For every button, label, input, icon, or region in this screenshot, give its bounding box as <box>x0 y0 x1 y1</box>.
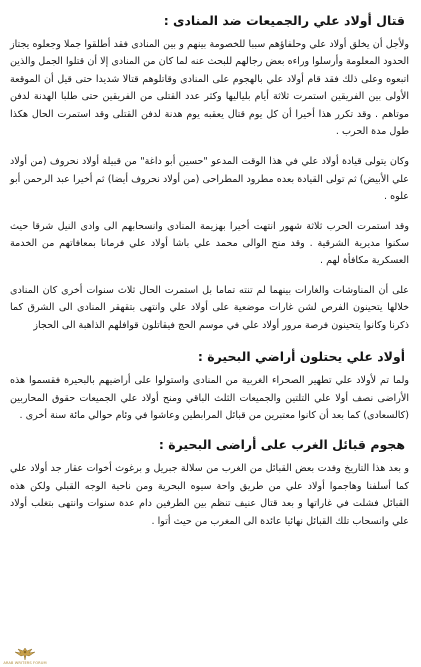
paragraph-1: ولأجل أن يخلق أولاد علي وحلفاؤهم سببا للخصومة بينهم و بين المنادى فقد أطلقوا جملا وجعلوه يجتاز الحدود المعلومة وأرسلوا وراءه بعض رجالهم للبحث عنه لما كان من المنادى إلا أن قتلوا الجمل والذين اتبعوه وعلى ذلك فقد قام أولاد علي بالهجوم على المنادى وقاتلوهم قتالا شديدا حتى قيل أن الموقعة الأولى بين الفريقين استمرت ثلاثة أيام بلياليها وكثر عدد القتلى من الفريقين حتى طلبا الهدنة لدفن موتاهم . وقد تكرر هذا أخيرا أن كل يوم قتال يعقبه يوم هدنة لدفن القتلى وقد استمرت الحال هكذا طول مدة الحرب . <box>10 39 409 138</box>
section-gap <box>10 424 409 430</box>
paragraph-3: وقد استمرت الحرب ثلاثة شهور انتهت أخيرا بهزيمة المنادى وانسحابهم الى وادى النيل شرقا حيث سكنوا مديرية الشرقية . وقد منح الوالى محمد علي باشا أولاد علي فرمانا بمعافاتهم من الخدمة العسكرية مكافأة لهم . <box>10 220 409 267</box>
paragraph-6: و بعد هذا التاريخ وفدت بعض القبائل من الغرب من سلالة جبريل و برغوث أخوات عقار جد أولاد علي كما أسلفنا وهاجموا أولاد علي من طريق واحة سيوه البحرية ومن ناحية الوجه القبلي ولكن هذه القبائل فشلت في غاراتها و بعد قتال عنيف تنظم بين الطرفين دام عدة سنوات وانتهى بتغلب أولاد علي وانسحاب تلك القبائل نهائيا عائدة الى المغرب من حيث أتوا . <box>10 463 409 527</box>
paragraph-gap <box>10 206 409 218</box>
paragraph-4: على أن المناوشات والغارات بينهما لم تنته تماما بل استمرت الحال ثلاث سنوات أخرى كان المنادى خلالها يتحينون الفرص لشن غارات موضعية على أولاد علي وانتهى بتقهقر المنادى الى الشرق كما ذكرنا وكانوا يتحينون فرصة مرور أولاد علي في موسم الحج فيقاتلون قوافلهم الذاهبة الى الحجاز <box>10 284 409 331</box>
paragraph-5: ولما تم لأولاد علي تطهير الصحراء الغربية من المنادى واستولوا على أراضيهم بالبحيرة فقسموا هذه الأراضى نصف أولا علي التلتين والجميعات الثلث الباقي ومنح أولاد علي الجميعات حقوق المحاربين (كالسعادى) كما بعد أن كانوا معتبرين من قبائل المرابطين وعاشوا في وئام حوالي مائة سنة أخرى . <box>10 375 409 421</box>
paragraph-2: وكان يتولى قيادة أولاد علي في هذا الوقت المدعو "حسين أبو داغة" من قبيلة أولاد نحروف (من أولاد علي الأبيض) ثم تولى القيادة بعده مطرود المطراحى (من أولاد نحروف أيضا) ثم أخيرا عبد الرحمن أبو علوه . <box>10 156 409 203</box>
forum-logo <box>2 643 48 665</box>
section-title-1: قتال أولاد علي رالجميعات ضد المنادى : <box>163 13 405 28</box>
section-gap <box>10 334 409 342</box>
section-title-2: أولاد علي يحتلون أراضي البحيرة : <box>197 349 405 365</box>
section-title-3: هجوم قبائل الغرب على أراضى البحيرة : <box>158 437 405 453</box>
paragraph-gap <box>10 270 409 282</box>
eagle-emblem-icon <box>14 647 36 661</box>
logo-caption: ARAB WRITERS FORUM <box>3 661 47 665</box>
paragraph-gap <box>10 140 409 153</box>
